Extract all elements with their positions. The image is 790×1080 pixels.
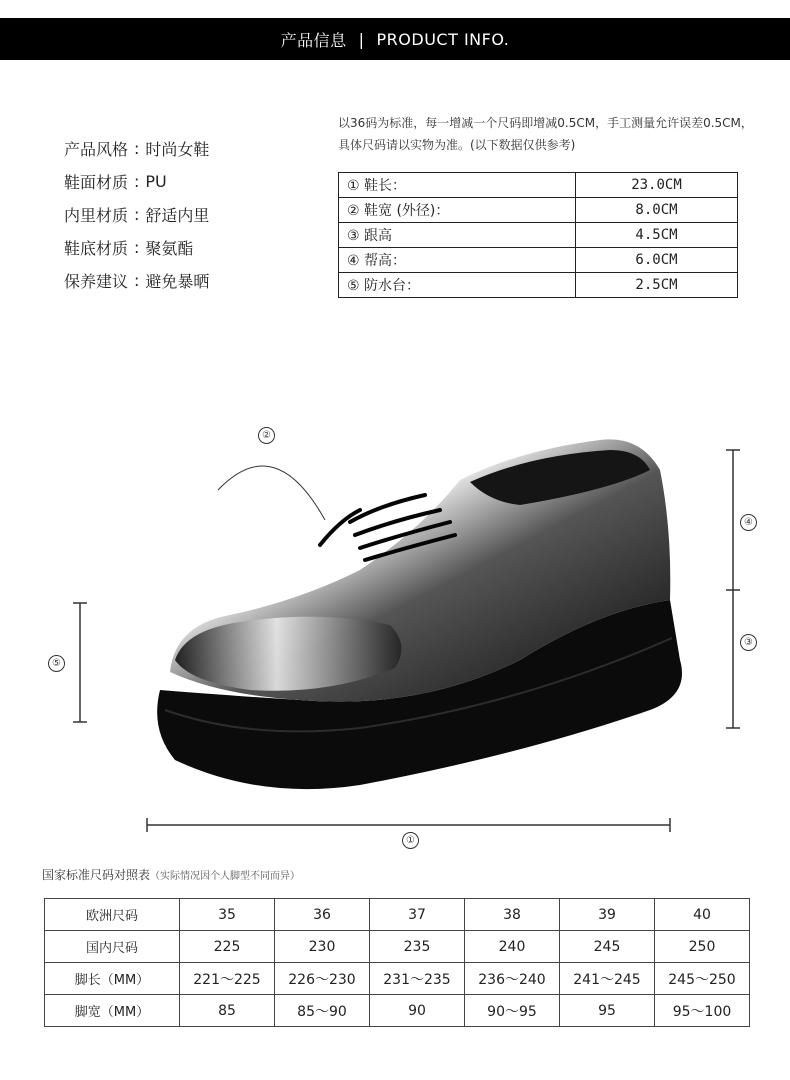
- spec-value: 避免暴晒: [145, 272, 210, 291]
- spec-label: 鞋面材质: [64, 173, 129, 192]
- header-title-en: PRODUCT INFO.: [376, 29, 510, 49]
- table-row: [45, 899, 750, 931]
- spec-label: 保养建议: [64, 272, 129, 291]
- table-cell: 36: [275, 899, 370, 931]
- table-cell: 221～225: [180, 963, 275, 995]
- spec-label: 内里材质: [64, 206, 129, 225]
- spec-row: 产品风格 : 时尚女鞋: [64, 139, 210, 159]
- table-row: [339, 198, 738, 223]
- table-cell: 225: [180, 931, 275, 963]
- table-cell: 85: [180, 995, 275, 1027]
- header-bar: [0, 18, 790, 60]
- shoe-diagram: [0, 410, 790, 860]
- width-arc: [218, 466, 325, 520]
- spec-value: 时尚女鞋: [145, 140, 210, 159]
- size-chart-subtitle: （实际情况因个人脚型不同而异）: [150, 871, 301, 882]
- dimension-value: 23.0CM: [576, 173, 738, 198]
- size-note-line: 以36码为标准，每一增减一个尺码即增减0.5CM，手工测量允许误差0.5CM，: [338, 116, 753, 130]
- table-cell: 236～240: [465, 963, 560, 995]
- header-separator: |: [358, 29, 365, 49]
- table-row: [339, 173, 738, 198]
- header-title-cn: 产品信息: [280, 30, 347, 50]
- spec-list: [64, 132, 209, 297]
- table-cell: 241～245: [560, 963, 655, 995]
- table-row: [339, 223, 738, 248]
- spec-value: 舒适内里: [145, 206, 210, 225]
- marker-2: ②: [258, 427, 275, 444]
- table-row: [45, 995, 750, 1027]
- height-guide-right: [726, 450, 740, 728]
- row-header: 国内尺码: [45, 931, 180, 963]
- marker-4: ④: [740, 514, 757, 531]
- height-guide-left: [73, 603, 87, 722]
- table-cell: 95～100: [655, 995, 750, 1027]
- table-cell: 240: [465, 931, 560, 963]
- marker-1: ①: [402, 832, 419, 849]
- table-row: [339, 248, 738, 273]
- table-cell: 35: [180, 899, 275, 931]
- spec-row: 保养建议 : 避免暴晒: [64, 271, 210, 291]
- dimension-name: ③ 跟高: [339, 223, 576, 248]
- table-row: [45, 963, 750, 995]
- table-cell: 231～235: [370, 963, 465, 995]
- table-cell: 250: [655, 931, 750, 963]
- table-cell: 40: [655, 899, 750, 931]
- table-cell: 90: [370, 995, 465, 1027]
- spec-label: 产品风格: [64, 140, 129, 159]
- table-cell: 85～90: [275, 995, 370, 1027]
- row-header: 脚长（MM）: [45, 963, 180, 995]
- dimension-value: 4.5CM: [576, 223, 738, 248]
- table-cell: 245～250: [655, 963, 750, 995]
- dimension-name: ④ 帮高：: [339, 248, 576, 273]
- size-chart-title-text: 国家标准尺码对照表: [42, 868, 151, 882]
- spec-label: 鞋底材质: [64, 239, 129, 258]
- marker-3: ③: [740, 634, 757, 651]
- dimension-name: ① 鞋长：: [339, 173, 576, 198]
- length-guide: [147, 818, 670, 832]
- table-cell: 37: [370, 899, 465, 931]
- dimension-table: [338, 172, 738, 298]
- size-chart-title: [42, 866, 300, 883]
- table-cell: 235: [370, 931, 465, 963]
- size-note: [338, 112, 778, 156]
- row-header: 脚宽（MM）: [45, 995, 180, 1027]
- spec-row: 鞋面材质 : PU: [64, 172, 167, 192]
- marker-5: ⑤: [48, 655, 65, 672]
- size-chart-table: [44, 898, 750, 1027]
- table-cell: 39: [560, 899, 655, 931]
- dimension-value: 6.0CM: [576, 248, 738, 273]
- table-cell: 90～95: [465, 995, 560, 1027]
- shoe-illustration: [0, 410, 790, 860]
- spec-row: 内里材质 : 舒适内里: [64, 205, 210, 225]
- dimension-name: ② 鞋宽 (外径)：: [339, 198, 576, 223]
- dimension-value: 2.5CM: [576, 273, 738, 298]
- dimension-name: ⑤ 防水台：: [339, 273, 576, 298]
- spec-value: 聚氨酯: [145, 239, 194, 258]
- table-cell: 38: [465, 899, 560, 931]
- table-row: [339, 273, 738, 298]
- table-row: [45, 931, 750, 963]
- table-cell: 245: [560, 931, 655, 963]
- size-note-line: 具体尺码请以实物为准。(以下数据仅供参考): [338, 138, 576, 152]
- dimension-value: 8.0CM: [576, 198, 738, 223]
- spec-value: PU: [145, 172, 167, 191]
- row-header: 欧洲尺码: [45, 899, 180, 931]
- table-cell: 226～230: [275, 963, 370, 995]
- spec-row: 鞋底材质 : 聚氨酯: [64, 238, 194, 258]
- table-cell: 95: [560, 995, 655, 1027]
- table-cell: 230: [275, 931, 370, 963]
